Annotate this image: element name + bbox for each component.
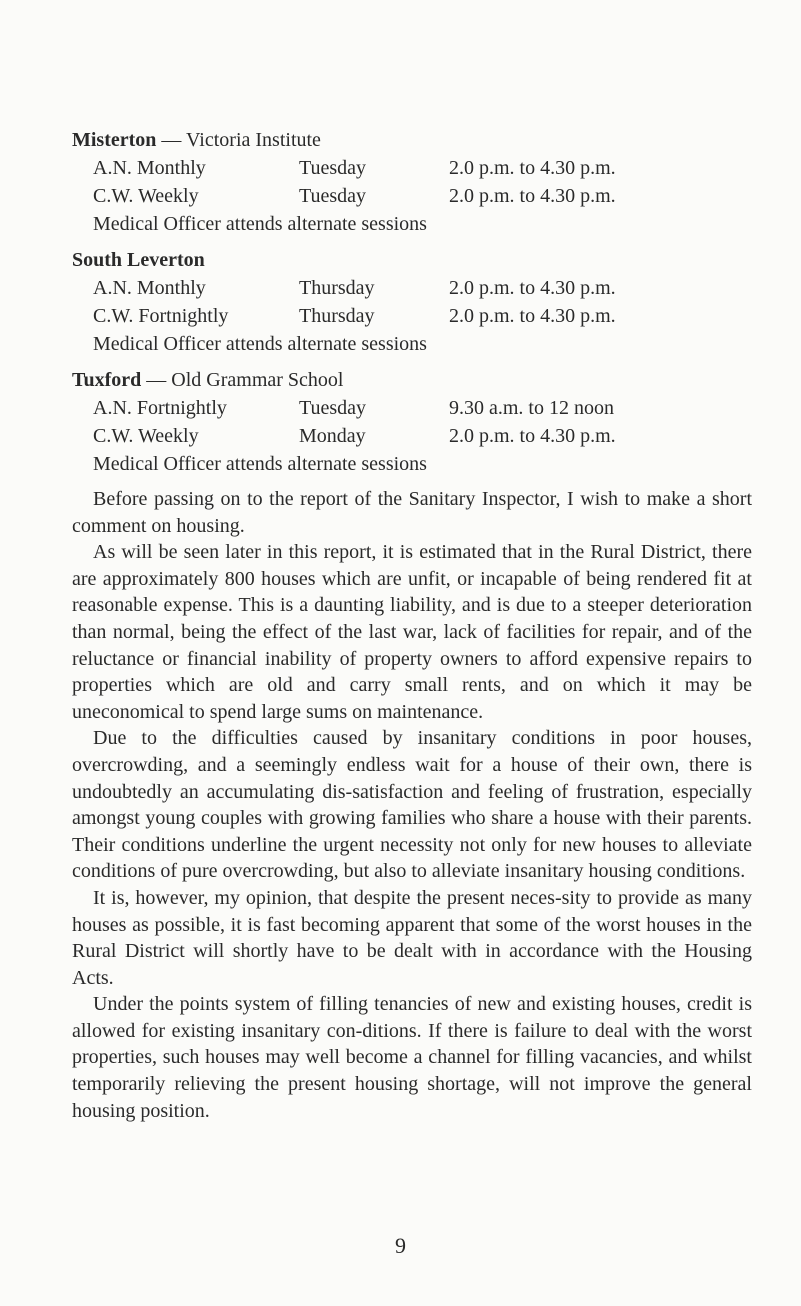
session-day: Tuesday — [299, 397, 367, 419]
clinic-tuxford — [72, 366, 752, 478]
clinic-heading — [72, 366, 752, 394]
document-page — [72, 126, 752, 1124]
clinic-venue: — Victoria Institute — [156, 129, 321, 151]
session-day: Tuesday — [299, 185, 367, 207]
clinic-note: Medical Officer attends alternate sessions — [93, 213, 427, 235]
session-time: 2.0 p.m. to 4.30 p.m. — [449, 305, 616, 327]
session-time: 2.0 p.m. to 4.30 p.m. — [449, 185, 616, 207]
clinic-session-row — [72, 422, 752, 450]
session-type: C.W. Fortnightly — [93, 305, 229, 327]
paragraph: It is, however, my opinion, that despite the present neces-sity to provide as many houses as possible, it is fast becoming apparent that some of the worst houses in the Rural District will shortly have to be dealt with in accordance with the Housing Acts. — [72, 886, 752, 989]
session-time: 2.0 p.m. to 4.30 p.m. — [449, 157, 616, 179]
clinic-name: South Leverton — [72, 249, 205, 271]
session-time: 9.30 a.m. to 12 noon — [449, 397, 614, 419]
page-number: 9 — [395, 1233, 406, 1258]
clinic-note: Medical Officer attends alternate sessions — [93, 333, 427, 355]
clinic-session-row — [72, 302, 752, 330]
clinic-heading — [72, 126, 752, 154]
session-time: 2.0 p.m. to 4.30 p.m. — [449, 425, 616, 447]
paragraph: Under the points system of filling tenancies of new and existing houses, credit is allowed for existing insanitary con-ditions. If there is failure to deal with the worst properties, such houses may well become a channel for filling vacancies, and whilst temporarily relieving the present housing shortage, will not improve the general housing position. — [72, 993, 752, 1122]
session-type: A.N. Monthly — [93, 157, 206, 179]
session-type: A.N. Fortnightly — [93, 397, 227, 419]
housing-comment-text — [72, 486, 752, 1124]
paragraph: As will be seen later in this report, it is estimated that in the Rural District, there are approximately 800 houses which are unfit, or incapable of being rendered fit at reasonable expense. This is a daunting liability, and is due to a steeper deterioration than normal, being the effect of the last war, lack of facilities for repair, and of the reluctance or financial inability of property owners to afford expensive repairs to properties which are old and carry small rents, and on which it may be uneconomical to spend large sums on maintenance. — [72, 541, 752, 723]
session-day: Thursday — [299, 277, 375, 299]
clinic-venue: — Old Grammar School — [141, 369, 344, 391]
clinic-name: Tuxford — [72, 369, 142, 391]
session-type: C.W. Weekly — [93, 425, 199, 447]
session-type: A.N. Monthly — [93, 277, 206, 299]
clinic-note: Medical Officer attends alternate sessions — [93, 453, 427, 475]
session-day: Tuesday — [299, 157, 367, 179]
clinic-name: Misterton — [72, 129, 157, 151]
session-day: Thursday — [299, 305, 375, 327]
clinic-south-leverton — [72, 246, 752, 358]
clinic-session-row — [72, 154, 752, 182]
session-time: 2.0 p.m. to 4.30 p.m. — [449, 277, 616, 299]
clinic-session-row — [72, 274, 752, 302]
clinic-heading — [72, 246, 752, 274]
paragraph: Due to the difficulties caused by insanitary conditions in poor houses, overcrowding, and a seemingly endless wait for a house of their own, there is undoubtedly an accumulating dis-satisfaction and feeling of frustration, especially amongst young couples with growing families who share a house with their parents. Their conditions underline the urgent necessity not only for new houses to alleviate conditions of pure overcrowding, but also to alleviate insanitary housing conditions. — [72, 727, 752, 883]
clinic-misterton — [72, 126, 752, 238]
clinic-session-row — [72, 182, 752, 210]
session-type: C.W. Weekly — [93, 185, 199, 207]
clinic-session-row — [72, 394, 752, 422]
session-day: Monday — [299, 425, 366, 447]
paragraph: Before passing on to the report of the Sanitary Inspector, I wish to make a short comment on housing. — [72, 488, 752, 537]
